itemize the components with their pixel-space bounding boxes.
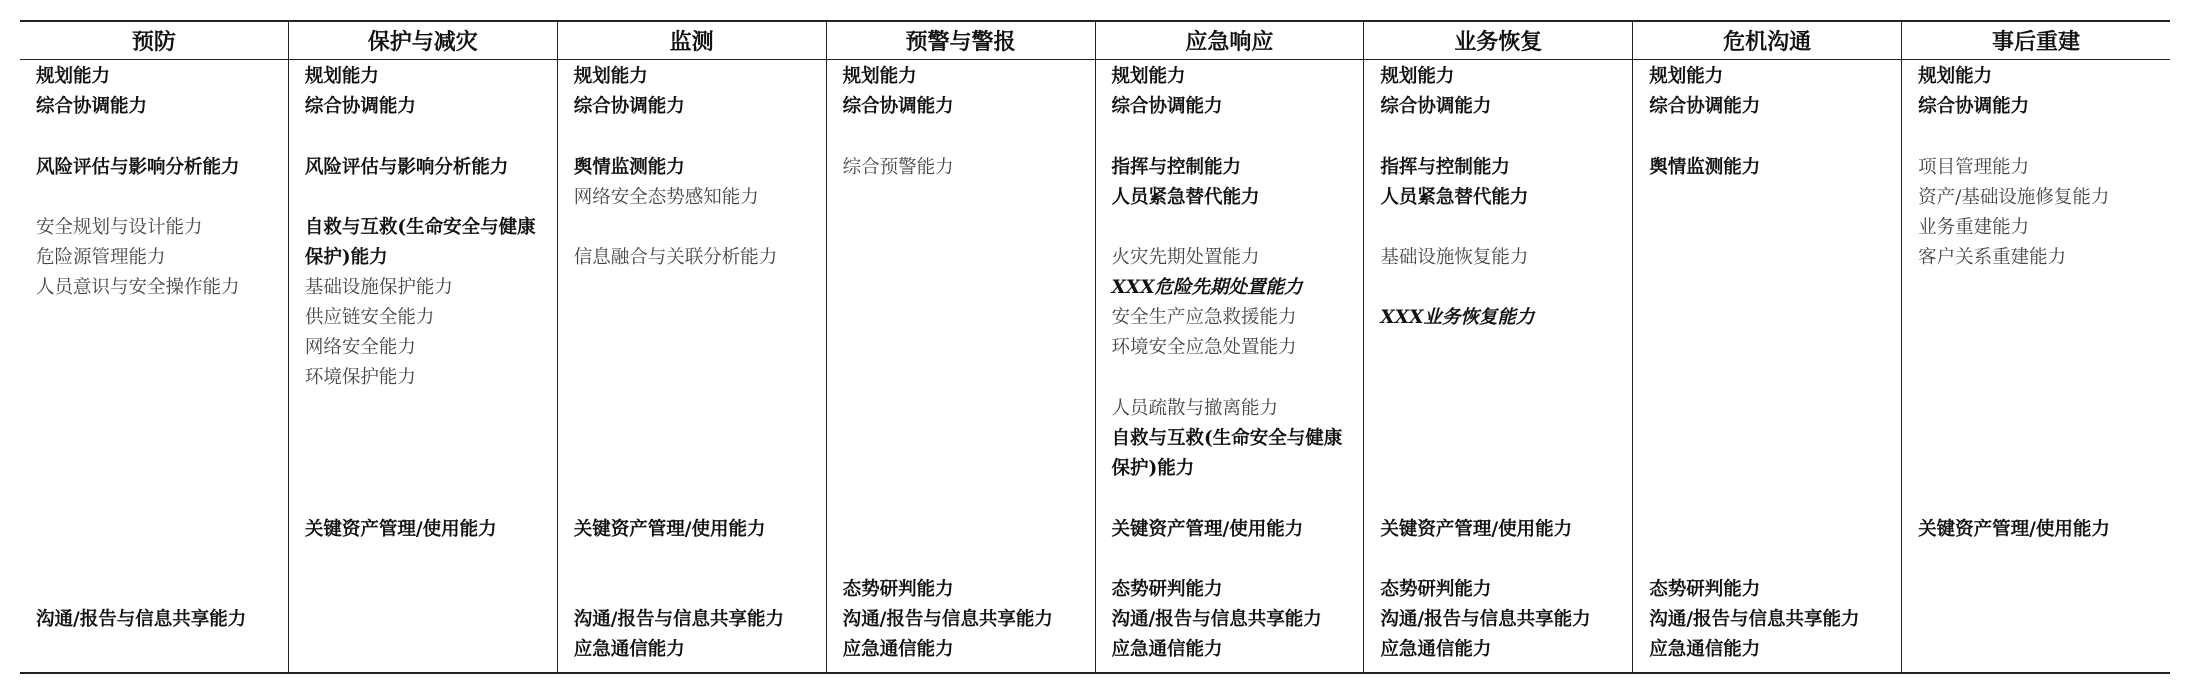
column-early-warning — [826, 60, 1095, 672]
capability-risk-assessment: 风险评估与影响分析能力 — [36, 157, 240, 178]
capability-coordination: 综合协调能力 — [842, 96, 954, 117]
capability-fire-initial: 火灾先期处置能力 — [1111, 247, 1260, 268]
capability-command-control: 指挥与控制能力 — [1111, 157, 1242, 178]
header-post-event-rebuild: 事后重建 — [1901, 22, 2170, 59]
capability-situation-judgment: 态势研判能力 — [1649, 579, 1761, 600]
capability-self-rescue: 自救与互救(生命安全与健康保护)能力 — [304, 217, 536, 268]
capability-hazard-management: 危险源管理能力 — [36, 247, 166, 268]
header-protection-mitigation: 保护与减灾 — [288, 22, 557, 59]
header-emergency-response: 应急响应 — [1095, 22, 1364, 59]
capability-key-assets: 关键资产管理/使用能力 — [573, 519, 766, 540]
capability-planning: 规划能力 — [36, 66, 111, 87]
capability-key-assets: 关键资产管理/使用能力 — [1380, 519, 1573, 540]
capability-supply-chain: 供应链安全能力 — [304, 307, 435, 328]
header-early-warning: 预警与警报 — [826, 22, 1095, 59]
capability-coordination: 综合协调能力 — [36, 96, 148, 117]
capability-coordination: 综合协调能力 — [1649, 96, 1761, 117]
capability-communication: 沟通/报告与信息共享能力 — [842, 609, 1053, 630]
table-body-row — [20, 60, 2170, 672]
capability-environment-response: 环境安全应急处置能力 — [1111, 337, 1297, 358]
capability-infrastructure-protection: 基础设施保护能力 — [304, 277, 453, 298]
capability-coordination: 综合协调能力 — [1111, 96, 1223, 117]
header-crisis-communication: 危机沟通 — [1632, 22, 1901, 59]
capability-public-opinion: 舆情监测能力 — [1649, 157, 1761, 178]
capability-communication: 沟通/报告与信息共享能力 — [1649, 609, 1860, 630]
capability-planning: 规划能力 — [573, 66, 648, 87]
capability-communication: 沟通/报告与信息共享能力 — [36, 609, 247, 630]
header-prevention: 预防 — [131, 29, 176, 55]
capability-planning: 规划能力 — [1380, 66, 1455, 87]
header-business-recovery: 业务恢复 — [1363, 22, 1632, 59]
capability-matrix-table — [20, 20, 2170, 674]
capability-emergency-comm: 应急通信能力 — [1380, 639, 1492, 660]
column-emergency-response — [1095, 60, 1364, 672]
capability-personnel-substitute: 人员紧急替代能力 — [1380, 187, 1529, 208]
capability-asset-repair: 资产/基础设施修复能力 — [1918, 187, 2110, 208]
capability-early-warning: 综合预警能力 — [842, 157, 954, 178]
capability-planning: 规划能力 — [304, 66, 379, 87]
capability-coordination: 综合协调能力 — [573, 96, 685, 117]
column-monitoring — [557, 60, 826, 672]
capability-coordination: 综合协调能力 — [1380, 96, 1492, 117]
capability-key-assets: 关键资产管理/使用能力 — [1111, 519, 1304, 540]
capability-xxx-hazard: XXX危险先期处置能力 — [1111, 277, 1303, 298]
capability-infrastructure-recovery: 基础设施恢复能力 — [1380, 247, 1529, 268]
capability-planning: 规划能力 — [842, 66, 917, 87]
capability-communication: 沟通/报告与信息共享能力 — [1380, 609, 1591, 630]
capability-situation-judgment: 态势研判能力 — [842, 579, 954, 600]
capability-safety-planning: 安全规划与设计能力 — [36, 217, 203, 238]
capability-coordination: 综合协调能力 — [1918, 96, 2030, 117]
column-business-recovery — [1363, 60, 1632, 672]
capability-planning: 规划能力 — [1918, 66, 1993, 87]
capability-business-rebuild: 业务重建能力 — [1918, 217, 2030, 238]
capability-key-assets: 关键资产管理/使用能力 — [1918, 519, 2110, 540]
capability-project-management: 项目管理能力 — [1918, 157, 2030, 178]
header-monitoring: 监测 — [557, 22, 826, 59]
column-protection-mitigation — [288, 60, 557, 672]
capability-customer-rebuild: 客户关系重建能力 — [1918, 247, 2067, 268]
capability-cyber-situation: 网络安全态势感知能力 — [573, 187, 759, 208]
capability-production-rescue: 安全生产应急救援能力 — [1111, 307, 1297, 328]
capability-key-assets: 关键资产管理/使用能力 — [304, 519, 497, 540]
capability-environment-protection: 环境保护能力 — [304, 367, 416, 388]
capability-personnel-substitute: 人员紧急替代能力 — [1111, 187, 1260, 208]
capability-planning: 规划能力 — [1111, 66, 1186, 87]
capability-coordination: 综合协调能力 — [304, 96, 416, 117]
capability-xxx-business: XXX业务恢复能力 — [1380, 307, 1535, 328]
column-post-event-rebuild — [1901, 60, 2170, 672]
capability-personnel-awareness: 人员意识与安全操作能力 — [36, 277, 240, 298]
table-header-row — [20, 22, 2170, 60]
capability-public-opinion: 舆情监测能力 — [573, 157, 685, 178]
capability-emergency-comm: 应急通信能力 — [1649, 639, 1761, 660]
column-prevention — [20, 60, 288, 672]
capability-emergency-comm: 应急通信能力 — [1111, 639, 1223, 660]
capability-cyber-security: 网络安全能力 — [304, 337, 416, 358]
capability-info-fusion: 信息融合与关联分析能力 — [573, 247, 778, 268]
capability-command-control: 指挥与控制能力 — [1380, 157, 1510, 178]
capability-emergency-comm: 应急通信能力 — [573, 639, 685, 660]
capability-situation-judgment: 态势研判能力 — [1111, 579, 1223, 600]
capability-situation-judgment: 态势研判能力 — [1380, 579, 1492, 600]
capability-risk-assessment: 风险评估与影响分析能力 — [304, 157, 509, 178]
capability-communication: 沟通/报告与信息共享能力 — [1111, 609, 1322, 630]
capability-self-rescue: 自救与互救(生命安全与健康保护)能力 — [1111, 428, 1343, 479]
capability-evacuation: 人员疏散与撤离能力 — [1111, 398, 1279, 419]
capability-planning: 规划能力 — [1649, 66, 1724, 87]
capability-communication: 沟通/报告与信息共享能力 — [573, 609, 785, 630]
capability-emergency-comm: 应急通信能力 — [842, 639, 954, 660]
column-crisis-communication — [1632, 60, 1901, 672]
